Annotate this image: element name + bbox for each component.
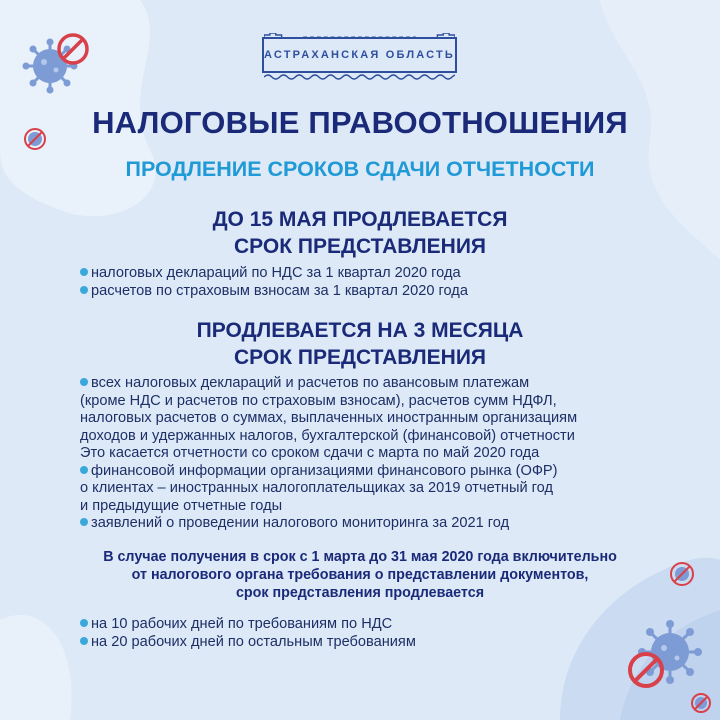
- list-item: [80, 375, 680, 393]
- note-line1: В случае получения в срок с 1 марта до 31 мая 2020 года включительно: [103, 549, 617, 565]
- list-item-text: Это касается отчетности со сроком сдачи с марта по май 2020 года: [80, 445, 540, 461]
- region-name: АСТРАХАНСКАЯ ОБЛАСТЬ: [263, 49, 456, 61]
- section1-heading: [0, 206, 720, 260]
- bullet-icon: [80, 637, 88, 645]
- no-virus-icon: [626, 650, 666, 690]
- section2-heading-line2: СРОК ПРЕДСТАВЛЕНИЯ: [234, 346, 486, 369]
- section2-heading: [0, 317, 720, 371]
- bullet-icon: [80, 268, 88, 276]
- list-item-continuation: [80, 428, 680, 446]
- list-item-text: на 20 рабочих дней по остальным требованиям: [91, 633, 416, 650]
- list-item-continuation: [80, 393, 680, 411]
- section1-heading-line1: ДО 15 МАЯ ПРОДЛЕВАЕТСЯ: [212, 208, 508, 231]
- list-item-text: налоговых деклараций по НДС за 1 квартал 2020 года: [91, 265, 461, 281]
- page-subtitle: ПРОДЛЕНИЕ СРОКОВ СДАЧИ ОТЧЕТНОСТИ: [125, 157, 595, 181]
- section2-heading-line1: ПРОДЛЕВАЕТСЯ НА 3 МЕСЯЦА: [196, 319, 524, 342]
- list-item: [80, 265, 680, 283]
- list-item-text: доходов и удержанных налогов, бухгалтерской (финансовой) отчетности: [80, 427, 575, 444]
- list-item: [80, 616, 680, 634]
- list-item: [80, 634, 680, 652]
- list-item-continuation: [80, 480, 680, 498]
- list-item-text: финансовой информации организациями финансового рынка (ОФР): [91, 462, 558, 479]
- page-title: НАЛОГОВЫЕ ПРАВООТНОШЕНИЯ: [92, 105, 628, 140]
- list-item-text: на 10 рабочих дней по требованиям по НДС: [91, 616, 393, 632]
- section1-list: [80, 265, 680, 300]
- list-item-continuation: [80, 498, 680, 516]
- note-line2: от налогового органа требования о представлении документов,: [131, 567, 589, 583]
- no-virus-icon: [56, 32, 90, 66]
- bullet-icon: [80, 619, 88, 627]
- list-item-text: всех налоговых деклараций и расчетов по авансовым платежам: [91, 375, 530, 391]
- note-text: [0, 548, 720, 602]
- list-item-text: заявлений о проведении налогового мониторинга за 2021 год: [91, 515, 510, 531]
- bullet-icon: [80, 378, 88, 386]
- section3-list: [80, 616, 680, 651]
- no-virus-icon: [688, 690, 714, 716]
- list-item-continuation: [80, 410, 680, 428]
- bullet-icon: [80, 466, 88, 474]
- ornament-border: [264, 33, 455, 39]
- list-item-text: расчетов по страховым взносам за 1 квартал 2020 года: [91, 282, 468, 299]
- list-item-text: и предыдущие отчетные годы: [80, 497, 283, 514]
- bullet-icon: [80, 286, 88, 294]
- list-item-text: (кроме НДС и расчетов по страховым взносам), расчетов сумм НДФЛ,: [80, 392, 557, 409]
- list-item: [80, 283, 680, 301]
- region-badge: [262, 37, 457, 73]
- note-line3: срок представления продлевается: [235, 585, 485, 601]
- list-item-continuation: [80, 445, 680, 463]
- bullet-icon: [80, 518, 88, 526]
- ornament-border: [264, 73, 455, 81]
- list-item-text: о клиентах – иностранных налогоплательщиках за 2019 отчетный год: [80, 480, 553, 496]
- section2-list: [80, 375, 680, 533]
- list-item: [80, 515, 680, 533]
- list-item: [80, 463, 680, 481]
- section1-heading-line2: СРОК ПРЕДСТАВЛЕНИЯ: [234, 235, 486, 258]
- list-item-text: налоговых расчетов о суммах, выплаченных иностранным организациям: [80, 410, 578, 426]
